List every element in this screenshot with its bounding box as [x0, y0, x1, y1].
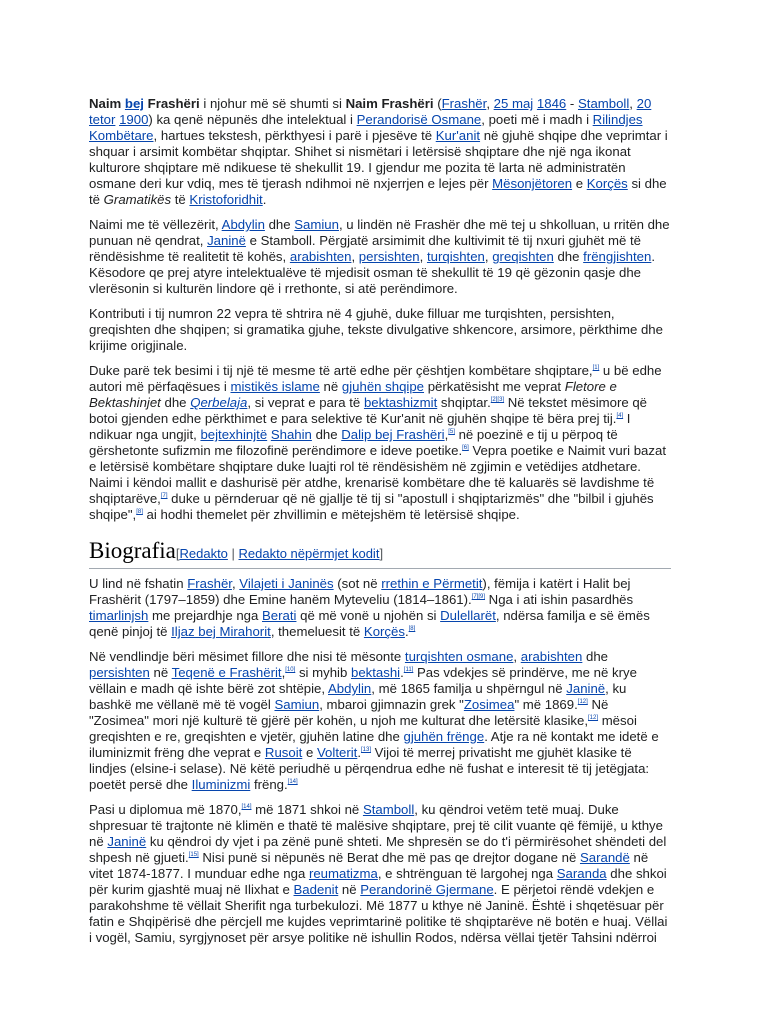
edit-link[interactable]: Redakto: [179, 546, 228, 561]
wiki-link[interactable]: turqishten: [426, 249, 485, 264]
wiki-link[interactable]: Saranda: [556, 866, 607, 881]
citation-ref: [189, 852, 199, 858]
citation-link[interactable]: [8]: [408, 626, 416, 632]
wiki-link[interactable]: Samiun: [274, 697, 320, 712]
text-run: Në tekstet mësimore që botoi gjenden edhe përkthimet e para selektive të Kur'anit në gjuhën shqipe të bëra prej tij.: [89, 395, 648, 426]
citation-link[interactable]: [15]: [188, 852, 199, 858]
text-run: , ku qëndroi vetëm tetë muaj. Duke shpresuar të trajtonte në klimën e thatë të malësive shqiptare, prej të cilit vuante që fëmijë, u kthye në: [89, 802, 663, 849]
text-run: . Atje ra në kontakt me idetë e iluminizmit frëng dhe veprat e: [89, 729, 659, 760]
wiki-link[interactable]: greqishten: [492, 249, 554, 264]
text-run: Gramatikës: [103, 192, 172, 207]
text-run: .: [357, 745, 361, 760]
text-run: , ndërsa familja e së ëmës qenë pinjoj të: [89, 608, 650, 639]
text-run: , hartues tekstesh, përkthyesi i parë i pjesëve të: [153, 128, 436, 143]
citation-ref: [241, 804, 251, 810]
citation-ref: [472, 594, 485, 600]
text-run: Nga i ati ishin pasardhës: [485, 592, 634, 607]
text-run: Naim Frashëri: [345, 96, 434, 111]
text-run: ,: [513, 649, 521, 664]
text-run: të: [171, 192, 190, 207]
wiki-link[interactable]: Teqenë e Frashërit: [171, 665, 282, 680]
text-run: që më vonë u njohën si: [296, 608, 441, 623]
wiki-link[interactable]: Samiun: [294, 217, 339, 232]
edit-links: [176, 546, 383, 561]
citation-link[interactable]: [12]: [588, 715, 599, 721]
wiki-link[interactable]: Berati: [262, 608, 297, 623]
text-run: ,: [231, 576, 240, 591]
text-run: e: [302, 745, 317, 760]
text-run: , si veprat e para të: [247, 395, 364, 410]
wiki-link[interactable]: Dalip bej Frashëri: [341, 427, 445, 442]
citation-ref: [361, 747, 371, 753]
text-run: dhe: [160, 395, 191, 410]
text-run: Kontributi i tij numron 22 vepra të shtrira në 4 gjuhë, duke filluar me turqishten, persishten, greqishten dhe shqipen; si gramatika gjuhe, tekste divulgative shkencore, arsimore, përkthime dhe krijime origjinale.: [89, 306, 663, 353]
wiki-link[interactable]: mistikës islame: [230, 379, 320, 394]
wiki-link[interactable]: bejtexhinjtë: [200, 427, 268, 442]
text-run: në vitet 1874-1877. I munduar edhe nga: [89, 850, 649, 881]
wiki-link[interactable]: Stamboll: [577, 96, 630, 111]
text-run: Vepra poetike e Naimit vuri bazat e letërsisë kombëtare shqiptare duke luajti rol të rëndësishëm në zgjimin e vetëdijes atdhetare. Naimi i këndoi mallit e dashurisë për atdhe, krenarisë kombëtare dhe të kaluarës së lavdishme të shqiptarëve,: [89, 443, 666, 506]
wiki-link[interactable]: timarlinjsh: [89, 608, 149, 623]
text-run: Duke parë tek besimi i tij një të mesme të artë edhe për çështjen kombëtare shqiptare,: [89, 363, 593, 378]
wiki-link[interactable]: Janinë: [207, 233, 246, 248]
text-run: me prejardhje nga: [148, 608, 262, 623]
wiki-link[interactable]: Janinë: [566, 681, 606, 696]
text-run: , më 1865 familja u shpërngul në: [371, 681, 567, 696]
citation-link[interactable]: [8]: [136, 509, 143, 515]
text-run: mësoi greqishten e re, greqishten e vjetër, gjuhën latine dhe: [89, 713, 637, 744]
wiki-link[interactable]: Iluminizmi: [191, 777, 251, 792]
text-run: ,: [444, 427, 449, 442]
text-run: shqiptar.: [437, 395, 491, 410]
wiki-link[interactable]: Sarandë: [579, 850, 630, 865]
wiki-link[interactable]: Frashër: [187, 576, 232, 591]
citation-link[interactable]: [11]: [403, 667, 414, 673]
text-run: , u lindën në Frashër dhe më tej u shkolluan, u rritën dhe punuan në qendrat,: [89, 217, 670, 248]
wiki-link[interactable]: Iljaz bej Mirahorit: [171, 624, 271, 639]
citation-ref: [578, 699, 588, 705]
wiki-link[interactable]: gjuhën frënge: [403, 729, 485, 744]
text-run: ,: [629, 96, 637, 111]
wiki-link[interactable]: Zosimea: [463, 697, 515, 712]
wiki-link[interactable]: Korçës: [586, 176, 628, 191]
wiki-link[interactable]: Abdylin: [221, 217, 265, 232]
intro-section: [89, 96, 671, 523]
text-run: Frashëri: [143, 96, 200, 111]
text-run: .: [404, 624, 409, 639]
text-run: U lind në fshatin: [89, 576, 188, 591]
wiki-link[interactable]: gjuhën shqipe: [341, 379, 425, 394]
citation-ref: [409, 626, 416, 632]
wiki-link[interactable]: 1846: [536, 96, 567, 111]
wiki-link[interactable]: 20 tetor: [89, 96, 652, 127]
text-run: dhe: [582, 649, 609, 664]
citation-link[interactable]: [5]: [448, 429, 455, 435]
text-run: Nisi punë si nëpunës në Berat dhe më pas qe drejtor dogane në: [198, 850, 580, 865]
text-run: Naimi me të vëllezërit,: [89, 217, 222, 232]
text-run: ,: [486, 96, 494, 111]
wiki-link[interactable]: Kur'anit: [435, 128, 481, 143]
edit-source-link[interactable]: Redakto nëpërmjet kodit: [238, 546, 380, 561]
wiki-link[interactable]: Perandorinë Gjermane: [360, 882, 494, 897]
text-run: , e shtrënguan të largohej nga: [377, 866, 557, 881]
citation-link[interactable]: [14]: [241, 804, 252, 810]
text-run: dhe: [264, 217, 295, 232]
text-run: ai hodhi themelet për zhvillimin e mëtejshëm të letërsisë shqipe.: [142, 507, 520, 522]
wiki-link[interactable]: 25 maj: [493, 96, 534, 111]
citation-ref: [288, 779, 298, 785]
text-run: e: [572, 176, 587, 191]
citation-ref: [136, 509, 143, 515]
wiki-link[interactable]: Frashër: [441, 96, 487, 111]
wiki-link[interactable]: bej: [124, 96, 144, 111]
wiki-link[interactable]: Korçës: [363, 624, 405, 639]
wiki-link[interactable]: Stamboll: [362, 802, 415, 817]
wiki-link[interactable]: Dulellarët: [440, 608, 496, 623]
citation-ref: [285, 667, 295, 673]
text-run: , poeti më i madh i: [481, 112, 593, 127]
biography-section: [89, 576, 671, 946]
text-run: dhe: [311, 427, 342, 442]
text-run: ,: [281, 665, 286, 680]
text-run: në: [319, 379, 342, 394]
text-run: dhe shkoi për kurim gjashtë muaj në Ilixhat e: [89, 866, 667, 897]
text-run: .: [400, 665, 404, 680]
text-run: si dhe të: [89, 176, 667, 207]
paragraph: [89, 217, 671, 297]
close-bracket: ]: [379, 546, 384, 561]
wiki-link[interactable]: Shahin: [270, 427, 312, 442]
wiki-link[interactable]: reumatizma: [308, 866, 378, 881]
text-run: -: [566, 96, 578, 111]
text-run: ), fëmija i katërt i Halit bej Frashërit (1797–1859) dhe Emine hanëm Myteveliu (1814–1861).: [89, 576, 631, 607]
wiki-link[interactable]: persishten: [89, 665, 150, 680]
text-run: Në vendlindje bëri mësimet fillore dhe nisi të mësonte: [89, 649, 405, 664]
wiki-link[interactable]: Mësonjëtoren: [492, 176, 573, 191]
wiki-link[interactable]: Rusoit: [264, 745, 303, 760]
citation-link[interactable]: [13]: [360, 747, 371, 753]
text-run: në: [338, 882, 361, 897]
text-run: , mbaroi gjimnazin grek ": [319, 697, 464, 712]
citation-link[interactable]: [7]: [160, 493, 168, 499]
text-run: në: [149, 665, 172, 680]
text-run: (sot në: [333, 576, 382, 591]
text-run: në gjuhë shqipe dhe veprimtar i shquar i arsimit kombëtar shqiptar. Shihet si nismëtari i letërsisë shqiptare dhe një nga ikonat kulturore shqiptare më ndikuese të shekullit 19. I gjendur me pozita të larta në administratën osmane deri kur vdiq, mes të tjerash ndihmoi në nxjerrjen e lejes për: [89, 128, 668, 191]
text-run: Vijoi të merrej privatisht me gjuhët klasike të lindjes (elsine-i selase). Në këtë periudhë u përqendrua edhe në fushat e interesit të tij jetëgjata: poetët persë dhe: [89, 745, 650, 792]
text-run: Fletore e Bektashinjet: [89, 379, 617, 410]
wiki-link[interactable]: arabishten: [289, 249, 352, 264]
text-run: , themeluesit të: [270, 624, 364, 639]
paragraph: [89, 306, 671, 354]
wiki-link[interactable]: Vilajeti i Janinës: [239, 576, 334, 591]
wiki-link[interactable]: turqishten osmane: [404, 649, 514, 664]
text-run: përkatësisht me veprat: [424, 379, 565, 394]
text-run: . Kësodore qe prej atyre intelektualëve të mjedisit osman të shekullit të 19 që gëzonin qasje dhe vlerësonin si kulturën lindore që i rrethonte, si atë perëndimore.: [89, 249, 656, 296]
text-run: u bë edhe autori më përfaqësues i: [89, 363, 662, 394]
text-run: dhe: [553, 249, 584, 264]
section-title: Biografia: [89, 538, 176, 563]
citation-link[interactable]: [6]: [462, 445, 469, 451]
text-run: Pasi u diplomua më 1870,: [89, 802, 242, 817]
article-body: [89, 96, 671, 955]
paragraph: [89, 802, 671, 946]
citation-link[interactable]: [14]: [287, 779, 298, 785]
wiki-link[interactable]: Janinë: [107, 834, 147, 849]
wiki-link[interactable]: Badenit: [293, 882, 339, 897]
paragraph: [89, 649, 671, 793]
wiki-link[interactable]: Volterit: [316, 745, 358, 760]
wiki-link[interactable]: persishten: [358, 249, 420, 264]
wiki-link[interactable]: frëngjishten: [583, 249, 652, 264]
edit-separator: |: [227, 546, 239, 561]
citation-link[interactable]: [12]: [577, 699, 588, 705]
text-run: në poezinë e tij u përpoq të gërshetonte sufizmin me filozofinë perëndimore e ideve poetike.: [89, 427, 618, 458]
text-run: " më 1869.: [514, 697, 578, 712]
text-run: ku qëndroi dy vjet i pa zënë punë shteti. Me shpresën se do t'i përmirësohet shëndeti del shpesh në gjueti.: [89, 834, 667, 865]
wiki-link[interactable]: Kristoforidhit: [189, 192, 263, 207]
citation-link[interactable]: [4]: [616, 413, 624, 419]
text-run: ) ka qenë nëpunës dhe intelektual i: [148, 112, 357, 127]
citation-ref: [404, 667, 414, 673]
text-run: më 1871 shkoi në: [251, 802, 363, 817]
wiki-link[interactable]: bektashi: [350, 665, 401, 680]
text-run: ,: [351, 249, 359, 264]
text-run: ,: [484, 249, 493, 264]
wiki-link[interactable]: rrethin e Përmetit: [381, 576, 483, 591]
paragraph: [89, 96, 671, 208]
section-heading-biografia: [89, 538, 671, 569]
text-run: . E përjetoi rëndë vdekjen e parakohshme të vëllait Sherifit nga turbekulozi. Më 1877 u kthye në Janinë. Është i shqetësuar për fatin e Shqipërisë dhe përcjell me kujdes veprimtarinë politike të shqiptarëve në botën e huaj. Vëllai i vogël, Samiu, syrgjynoset për arsye politike në ishullin Rodos, ndërsa vëllai tjetër Tahsini ndërroi: [89, 882, 668, 945]
text-run: Naim: [89, 96, 125, 111]
text-run: si myhib: [295, 665, 351, 680]
wiki-link[interactable]: Rilindjes Kombëtare: [89, 112, 643, 143]
wiki-link[interactable]: Qerbelaja: [190, 395, 248, 410]
citation-link[interactable]: [7][9]: [471, 594, 486, 600]
text-run: ,: [419, 249, 427, 264]
text-run: i njohur më së shumti si: [199, 96, 346, 111]
text-run: , ku bashkë me vëllanë më të vogël: [89, 681, 627, 712]
citation-ref: [462, 445, 469, 451]
paragraph: [89, 363, 671, 523]
text-run: duke u përnderuar që në gjallje të tij si "apostull i shqiptarizmës" dhe "bilbil i gjuhës shqipe",: [89, 491, 654, 522]
citation-ref: [161, 493, 168, 499]
open-bracket: [: [175, 546, 180, 561]
wiki-link[interactable]: 1900: [119, 112, 149, 127]
wiki-link[interactable]: Abdylin: [328, 681, 372, 696]
citation-ref: [588, 715, 598, 721]
citation-link[interactable]: [2][3]: [490, 397, 505, 403]
citation-link[interactable]: [1]: [592, 365, 600, 371]
wiki-link[interactable]: Perandorisë Osmane: [356, 112, 482, 127]
paragraph: [89, 576, 671, 640]
text-run: (: [433, 96, 442, 111]
text-run: e Stamboll. Përgjatë arsimimit dhe kultivimit të tij nxuri gjuhët më të rëndësishme të realitetit të kohës,: [89, 233, 641, 264]
text-run: I ndikuar nga ungjit,: [89, 411, 631, 442]
text-run: frëng.: [250, 777, 288, 792]
wiki-link[interactable]: arabishten: [520, 649, 583, 664]
citation-link[interactable]: [10]: [285, 667, 296, 673]
text-run: .: [262, 192, 267, 207]
wiki-link[interactable]: bektashizmit: [363, 395, 438, 410]
citation-ref: [491, 397, 504, 403]
text-run: Në "Zosimea" mori një kulturë të gjërë për kohën, u njoh me kulturat dhe letërsitë klasike,: [89, 697, 609, 728]
citation-ref: [448, 429, 455, 435]
text-run: Pas vdekjes së prindërve, me në krye vëllain e madh që ishte bërë zot shtëpie,: [89, 665, 637, 696]
